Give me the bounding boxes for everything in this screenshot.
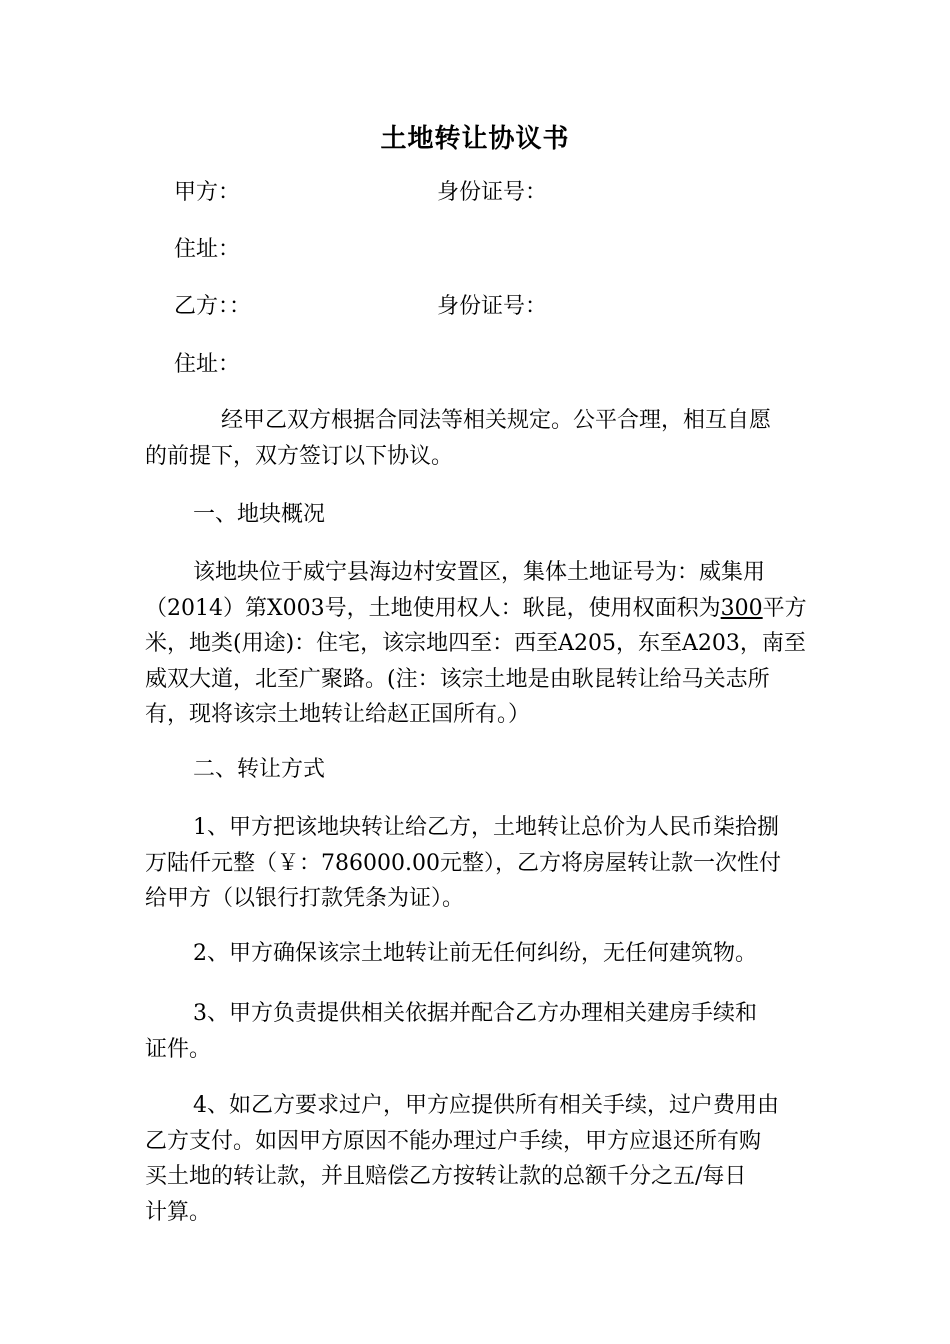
party-b-id-label: 身份证号： [437,294,548,319]
document-title: 土地转让协议书 [380,124,570,154]
clause-2 [145,936,810,972]
clause-1-line: 万陆仟元整（￥：786000.00元整），乙方将房屋转让款一次性付 [145,850,781,876]
section1-line: 米，地类(用途)：住宅，该宗地四至：西至A205，东至A203，南至 [145,631,806,656]
section1-line: 有，现将该宗土地转让给赵正国所有。） [145,702,531,727]
area-unit: 平方 [762,595,807,621]
clause-4-line: 乙方支付。如因甲方原因不能办理过户手续，甲方应退还所有购 [145,1128,762,1154]
section1-line-text: （2014）第X003号，土地使用权人：耿昆，使用权面积为 [145,595,721,621]
clause-1 [145,810,810,917]
section1-paragraph [145,555,810,733]
clause-3-line: 3、甲方负责提供相关依据并配合乙方办理相关建房手续和 [193,1001,757,1026]
intro-line: 经甲乙双方根据合同法等相关规定。公平合理，相互自愿 [221,408,772,433]
intro-paragraph [145,403,810,474]
clause-1-line: 给甲方（以银行打款凭条为证）。 [145,886,465,911]
party-a-id-label: 身份证号： [437,180,548,205]
party-b-label: 乙方：： [174,294,252,319]
section1-line [145,591,810,627]
section1-line: 该地块位于威宁县海边村安置区，集体土地证号为：威集用 [193,560,766,585]
area-value: 300 [720,595,763,621]
section1-heading: 一、地块概况 [193,502,326,527]
section1-line: 威双大道，北至广聚路。(注：该宗土地是由耿昆转让给马关志所 [145,666,770,692]
section2-heading: 二、转让方式 [193,757,326,782]
clause-4-line: 计算。 [145,1199,212,1225]
party-b-address-label: 住址： [174,352,241,377]
clause-2-line: 2、甲方确保该宗土地转让前无任何纠纷，无任何建筑物。 [193,941,757,966]
clause-1-line: 1、甲方把该地块转让给乙方，土地转让总价为人民币柒拾捌 [193,815,779,840]
clause-3 [145,996,810,1067]
clause-4-line: 买土地的转让款，并且赔偿乙方按转让款的总额千分之五/每日 [145,1164,747,1189]
party-a-address-label: 住址： [174,237,241,262]
party-a-label: 甲方： [174,180,241,205]
intro-line: 的前提下，双方签订以下协议。 [145,443,454,469]
clause-4 [145,1088,810,1230]
clause-4-line: 4、如乙方要求过户，甲方应提供所有相关手续，过户费用由 [193,1093,779,1118]
clause-3-line: 证件。 [145,1036,212,1062]
